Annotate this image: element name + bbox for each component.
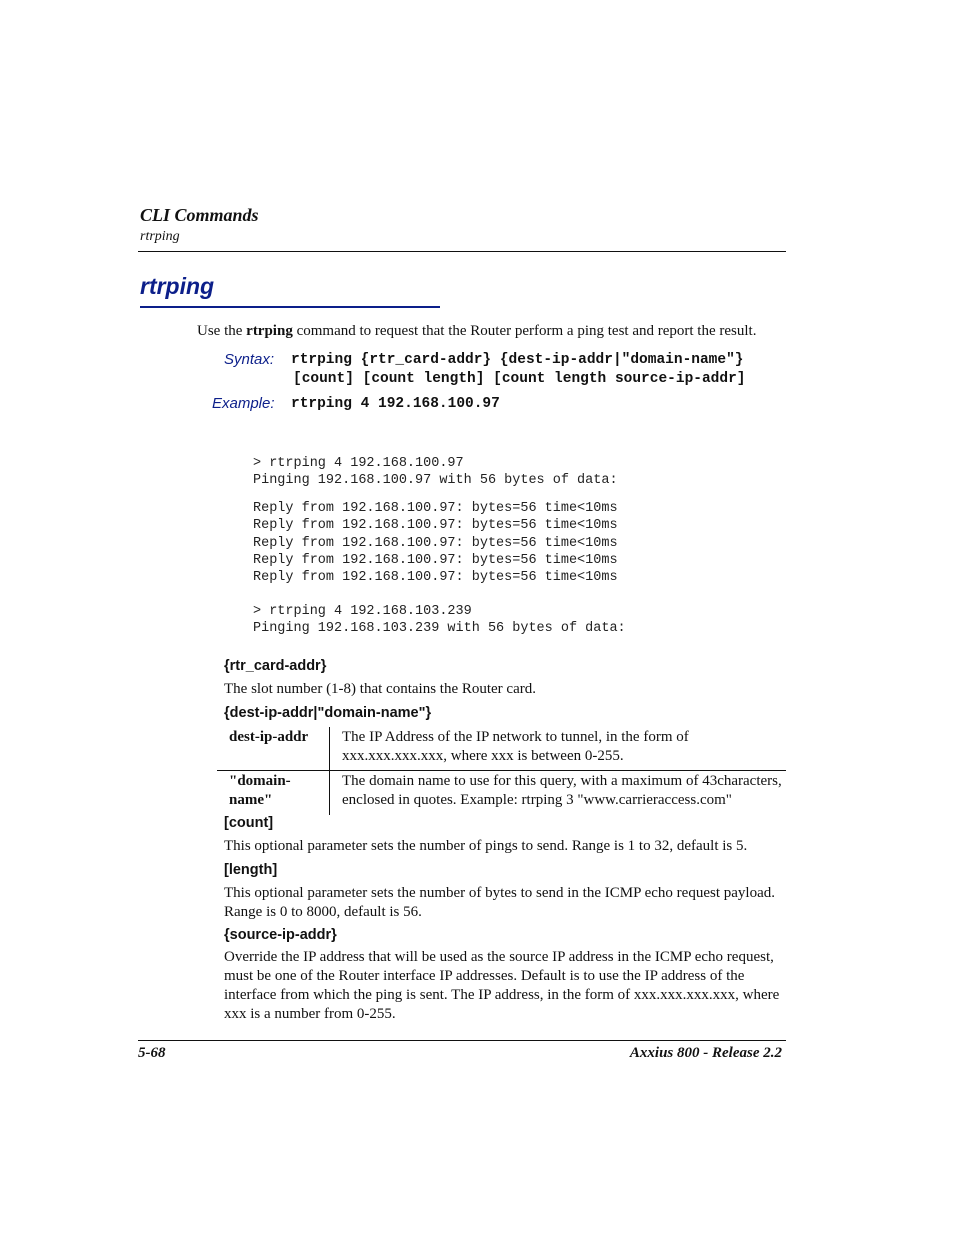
param-key: dest-ip-addr: [217, 727, 330, 771]
intro-paragraph: [197, 323, 756, 340]
code-line: > rtrping 4 192.168.100.97: [253, 456, 464, 472]
param-description: The IP Address of the IP network to tunnel, in the form of xxx.xxx.xxx.xxx, where xxx is between 0-255.: [330, 727, 787, 771]
header-rule: [138, 251, 786, 252]
param-description: The domain name to use for this query, with a maximum of 43characters, enclosed in quotes. Example: rtrping 3 "www.carrieraccess.com": [342, 773, 782, 808]
running-header-chapter: CLI Commands: [140, 205, 259, 225]
syntax-line-2: [count] [count length] [count length source-ip-addr]: [293, 371, 746, 387]
table-row: [217, 771, 786, 816]
intro-command: rtrping: [246, 323, 293, 339]
param-text-count: This optional parameter sets the number of pings to send. Range is 1 to 32, default is 5.: [224, 838, 748, 854]
running-header-section: rtrping: [140, 229, 180, 244]
intro-pre: Use the: [197, 323, 247, 339]
param-heading-card: {rtr_card-addr}: [224, 658, 327, 674]
param-text-source: Override the IP address that will be used as the source IP address in the ICMP echo request, must be one of the Router interface IP addresses. Default is to use the IP address of the interface from which the ping is sent. The IP address, in the form of xxx.xxx.xxx.xxx, where xxx is a number from 0-255.: [224, 949, 780, 1022]
code-line: Reply from 192.168.100.97: bytes=56 time<10ms: [253, 518, 618, 534]
code-block-1: [253, 438, 618, 490]
page-title: rtrping: [140, 273, 215, 299]
table-row: [217, 727, 786, 771]
footer-rule: [138, 1040, 786, 1041]
code-block-3: [253, 586, 626, 638]
param-heading-length: [length]: [224, 862, 278, 878]
example-command: rtrping 4 192.168.100.97: [291, 396, 500, 412]
syntax-line-1: rtrping {rtr_card-addr} {dest-ip-addr|"domain-name"}: [291, 352, 744, 368]
code-line: Pinging 192.168.103.239 with 56 bytes of data:: [253, 621, 626, 637]
syntax-label: Syntax:: [224, 351, 275, 368]
param-heading-dest: {dest-ip-addr|"domain-name"}: [224, 705, 432, 721]
code-line: Reply from 192.168.100.97: bytes=56 time<10ms: [253, 535, 618, 551]
title-underline: [140, 306, 440, 308]
page-number: 5-68: [138, 1045, 166, 1061]
code-line: Pinging 192.168.100.97 with 56 bytes of data:: [253, 473, 618, 489]
param-heading-count: [count]: [224, 815, 274, 831]
code-line: Reply from 192.168.100.97: bytes=56 time<10ms: [253, 570, 618, 586]
param-text-length: This optional parameter sets the number of bytes to send in the ICMP echo request payload. Range is 0 to 8000, default is 56.: [224, 885, 775, 920]
param-key: "domain-name": [217, 771, 330, 816]
code-block-2: [253, 483, 618, 586]
dest-param-table: [217, 727, 786, 815]
code-line: Reply from 192.168.100.97: bytes=56 time<10ms: [253, 552, 618, 568]
code-line: Reply from 192.168.100.97: bytes=56 time<10ms: [253, 501, 618, 517]
param-text-card: The slot number (1-8) that contains the Router card.: [224, 681, 536, 697]
code-line: > rtrping 4 192.168.103.239: [253, 604, 472, 620]
example-label: Example:: [212, 395, 275, 412]
intro-post: command to request that the Router perform a ping test and report the result.: [292, 323, 757, 339]
product-release: Axxius 800 - Release 2.2: [629, 1045, 782, 1061]
param-heading-source: {source-ip-addr}: [224, 927, 337, 943]
